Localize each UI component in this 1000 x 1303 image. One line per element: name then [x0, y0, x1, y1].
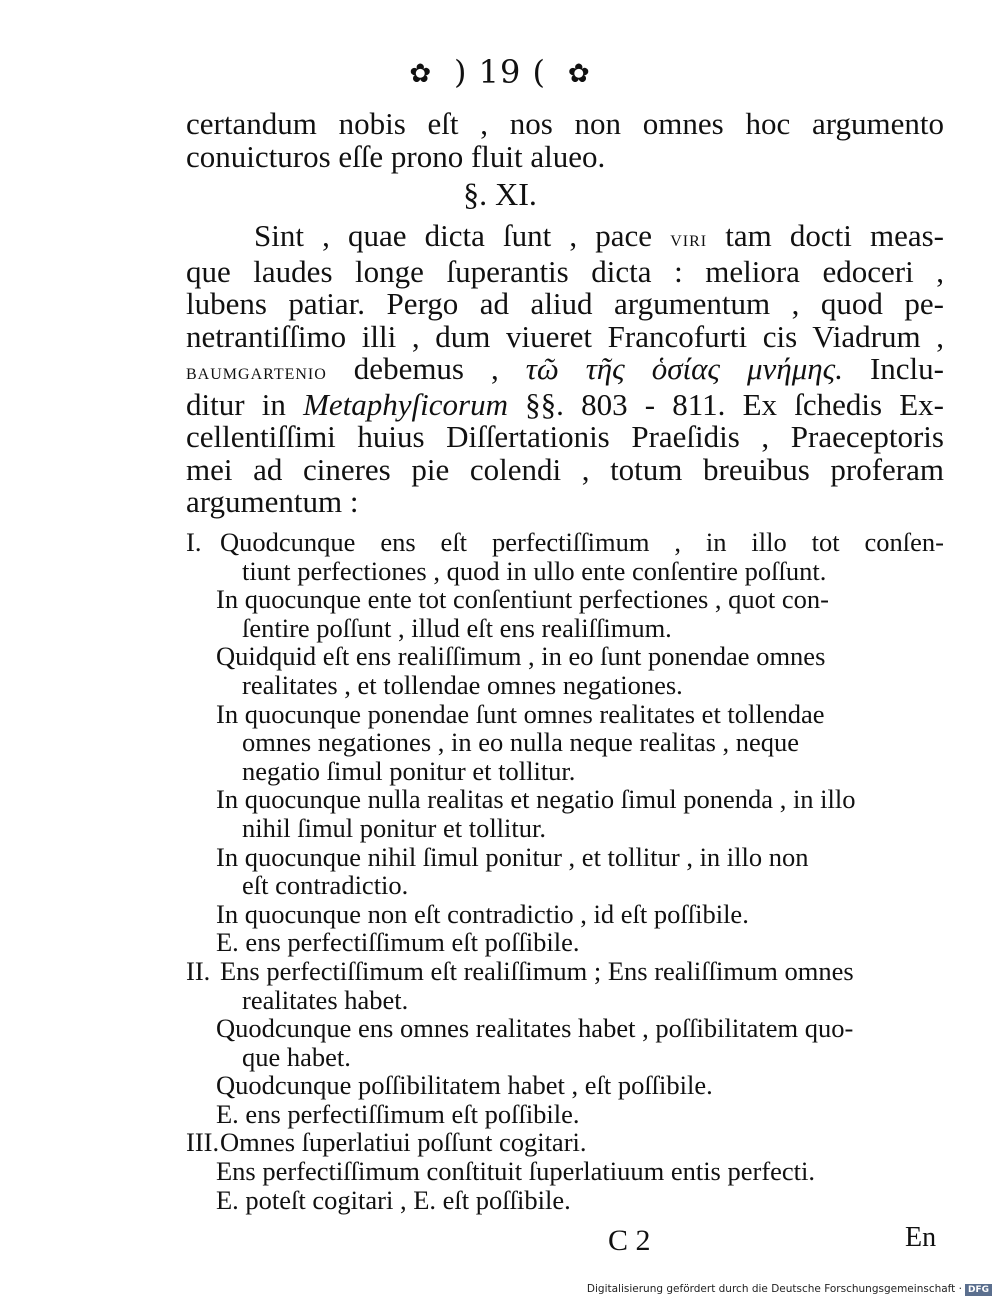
- ornament-left-icon: ✿: [409, 59, 433, 89]
- greek-phrase: τῶ τῆς ὁσίας μνήμης.: [525, 351, 843, 386]
- small-caps-run: viri: [670, 226, 708, 251]
- argument-step-line: In quocunque nulla realitas et negatio ſimul ponenda , in illo: [216, 784, 856, 815]
- argument-step-line: omnes negationes , in eo nulla neque realitas , neque: [242, 727, 800, 758]
- italic-title: Metaphyſicorum: [303, 386, 508, 422]
- argument-conclusion: E. poteſt cogitari , E. eſt poſſibile.: [216, 1184, 571, 1215]
- roman-numeral: II.: [186, 955, 211, 986]
- argument-step-line: Ens perfectiſſimum conſtituit ſuperlatiuum entis perfecti.: [216, 1156, 816, 1187]
- text-line: netrantiſſimo illi , dum viueret Francofurti cis Viadrum ,: [186, 318, 944, 354]
- text-run: ditur in: [186, 386, 304, 422]
- argument-line: [186, 957, 944, 986]
- argument-step-line: Quodcunque ens omnes realitates habet , poſſibilitatem quo-: [216, 1013, 854, 1044]
- argument-conclusion: E. ens perfectiſſimum eſt poſſibile.: [216, 927, 580, 958]
- text-line: cellentiſſimi huius Diſſertationis Praeſidis , Praeceptoris: [186, 419, 944, 454]
- signature-mark: C 2: [608, 1224, 651, 1257]
- paragraph-continuation: [186, 108, 944, 173]
- text-run: §§. 803 - 811. Ex ſchedis Ex-: [507, 386, 944, 422]
- argument-line: realitates habet.: [242, 984, 409, 1015]
- text-line: [186, 220, 944, 256]
- argument-conclusion: E. ens perfectiſſimum eſt poſſibile.: [216, 1098, 580, 1129]
- text-line: [186, 386, 944, 422]
- argument-step-line: eſt contradictio.: [242, 870, 409, 901]
- text-run: Sint , quae dicta ſunt , pace: [254, 218, 671, 253]
- text-run: Omnes ſuperlatiui poſſunt cogitari.: [220, 1127, 587, 1158]
- text-run: Quodcunque ens eſt perfectiſſimum , in illo tot conſen-: [220, 527, 944, 557]
- dfg-logo: DFG: [965, 1284, 992, 1296]
- section-heading: §. XI.: [463, 176, 537, 212]
- text-line: certandum nobis eſt , nos non omnes hoc argumento: [186, 106, 944, 141]
- text-line: lubens patiar. Pergo ad aliud argumentum , quod pe-: [186, 286, 944, 321]
- catchword: En: [905, 1222, 937, 1253]
- argument-list: [186, 528, 944, 1214]
- argument-step-line: In quocunque non eſt contradictio , id eſt poſſibile.: [216, 898, 749, 929]
- argument-line: [186, 1128, 944, 1157]
- argument-line: [186, 528, 944, 557]
- argument-step-line: In quocunque ponendae ſunt omnes realitates et tollendae: [216, 698, 825, 729]
- text-run: debemus ,: [326, 351, 526, 386]
- argument-step-line: nihil ſimul ponitur et tollitur.: [242, 812, 547, 843]
- roman-numeral: I.: [186, 527, 202, 557]
- argument-step-line: que habet.: [242, 1041, 351, 1072]
- credit-text: Digitalisierung gefördert durch die Deutsche Forschungsgemeinschaft ·: [586, 1283, 962, 1295]
- text-line: conuicturos eſſe prono fluit alueo.: [186, 138, 606, 174]
- text-run: Inclu-: [842, 351, 944, 386]
- argument-step-line: In quocunque nihil ſimul ponitur , et tollitur , in illo non: [216, 841, 809, 872]
- argument-step-line: ſentire poſſunt , illud eſt ens realiſſimum.: [242, 612, 672, 643]
- argument-step-line: realitates , et tollendae omnes negationes.: [242, 669, 683, 700]
- argument-line: tiunt perfectiones , quod in ullo ente conſentire poſſunt.: [242, 555, 827, 586]
- paragraph-section-xi: [186, 220, 944, 519]
- page-number: ) 19 (: [453, 53, 547, 91]
- text-line: mei ad cineres pie colendi , totum breuibus proferam: [186, 451, 944, 487]
- argument-step-line: Quodcunque poſſibilitatem habet , eſt poſſibile.: [216, 1070, 713, 1101]
- roman-numeral: III.: [186, 1127, 220, 1158]
- text-line: que laudes longe ſuperantis dicta : meliora edoceri ,: [186, 253, 944, 289]
- digitization-credit: [587, 1283, 992, 1296]
- text-line: [186, 353, 944, 389]
- text-run: tam docti meas-: [707, 218, 944, 253]
- text-line: argumentum :: [186, 484, 359, 519]
- ornament-right-icon: ✿: [567, 59, 591, 89]
- argument-step-line: negatio ſimul ponitur et tollitur.: [242, 755, 576, 786]
- running-header: [0, 52, 1000, 92]
- text-run: Ens perfectiſſimum eſt realiſſimum ; Ens realiſſimum omnes: [220, 955, 854, 986]
- argument-step-line: In quocunque ente tot conſentiunt perfectiones , quot con-: [216, 584, 829, 615]
- argument-step-line: Quidquid eſt ens realiſſimum , in eo ſunt ponendae omnes: [216, 641, 826, 672]
- small-caps-run: baumgartenio: [186, 359, 327, 384]
